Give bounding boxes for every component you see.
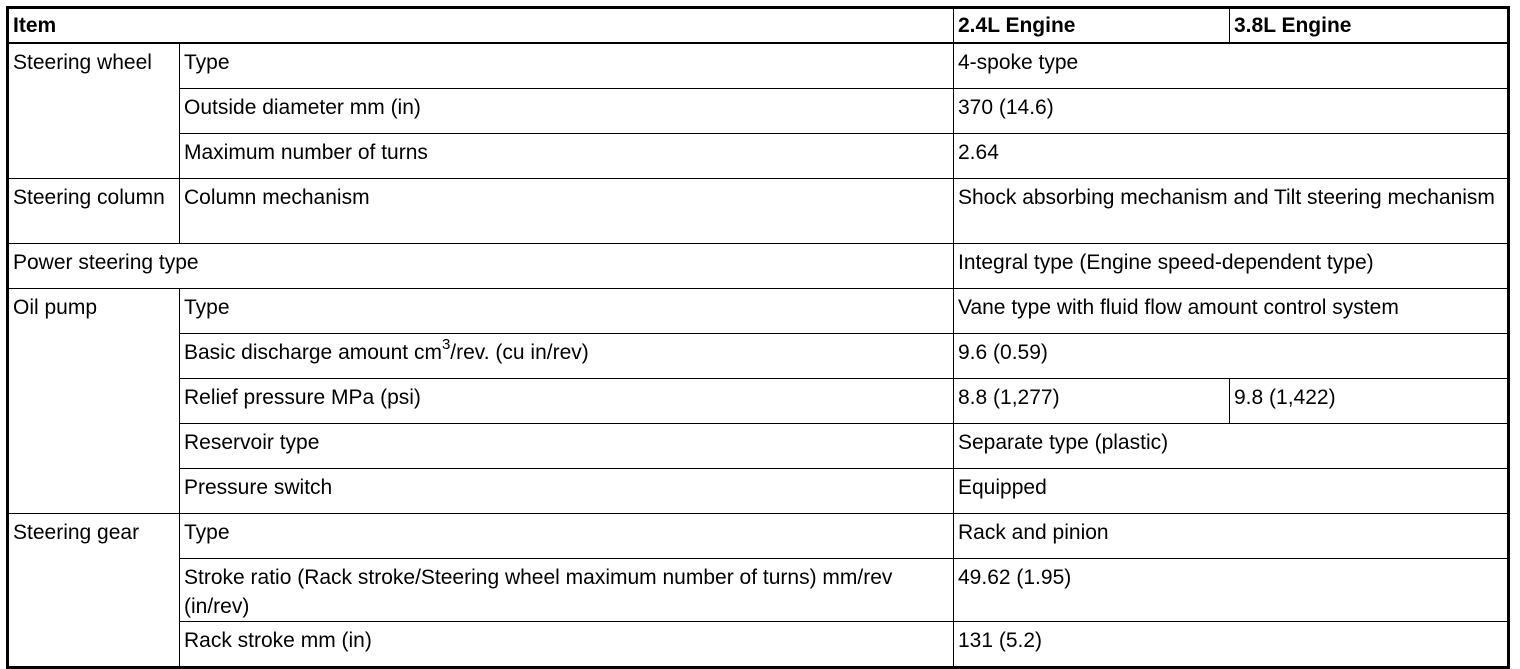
steering-gear-type-label: Type (180, 514, 954, 559)
max-turns-value: 2.64 (954, 134, 1509, 179)
table-row (8, 89, 1509, 134)
reservoir-type-value: Separate type (plastic) (954, 424, 1509, 469)
table-row (8, 43, 1509, 89)
header-engine-38: 3.8L Engine (1230, 8, 1509, 44)
rack-stroke-label: Rack stroke mm (in) (180, 622, 954, 668)
group-steering-column: Steering column (8, 179, 180, 244)
table-row (8, 134, 1509, 179)
steering-wheel-type-label: Type (180, 43, 954, 89)
table-row (8, 379, 1509, 424)
basic-discharge-value: 9.6 (0.59) (954, 334, 1509, 379)
group-steering-wheel: Steering wheel (8, 43, 180, 179)
power-steering-type-value: Integral type (Engine speed-dependent type) (954, 244, 1509, 289)
power-steering-type-label: Power steering type (8, 244, 954, 289)
basic-discharge-label-unit: /rev. (cu in/rev) (450, 341, 589, 364)
column-mechanism-label: Column mechanism (180, 179, 954, 244)
table-row (8, 334, 1509, 379)
steering-wheel-type-value: 4-spoke type (954, 43, 1509, 89)
reservoir-type-label: Reservoir type (180, 424, 954, 469)
table-header-row (8, 8, 1509, 44)
header-item: Item (8, 8, 954, 44)
oil-pump-type-label: Type (180, 289, 954, 334)
relief-pressure-value-24: 8.8 (1,277) (954, 379, 1230, 424)
superscript-3: 3 (441, 336, 451, 353)
oil-pump-type-value: Vane type with fluid flow amount control system (954, 289, 1509, 334)
table-row (8, 244, 1509, 289)
stroke-ratio-label: Stroke ratio (Rack stroke/Steering wheel maximum number of turns) mm/rev (in/rev) (180, 559, 954, 622)
table-row (8, 469, 1509, 514)
specifications-table (6, 6, 1510, 669)
relief-pressure-value-38: 9.8 (1,422) (1230, 379, 1509, 424)
outside-diameter-value: 370 (14.6) (954, 89, 1509, 134)
outside-diameter-label: Outside diameter mm (in) (180, 89, 954, 134)
basic-discharge-label-text: Basic discharge amount cm (184, 341, 442, 364)
group-steering-gear: Steering gear (8, 514, 180, 668)
table-row (8, 289, 1509, 334)
column-mechanism-value: Shock absorbing mechanism and Tilt steering mechanism (954, 179, 1509, 244)
steering-gear-type-value: Rack and pinion (954, 514, 1509, 559)
table-row (8, 514, 1509, 559)
pressure-switch-value: Equipped (954, 469, 1509, 514)
basic-discharge-label (180, 334, 954, 379)
table-row (8, 622, 1509, 668)
pressure-switch-label: Pressure switch (180, 469, 954, 514)
relief-pressure-label: Relief pressure MPa (psi) (180, 379, 954, 424)
table-row (8, 424, 1509, 469)
header-engine-24: 2.4L Engine (954, 8, 1230, 44)
group-oil-pump: Oil pump (8, 289, 180, 514)
max-turns-label: Maximum number of turns (180, 134, 954, 179)
stroke-ratio-value: 49.62 (1.95) (954, 559, 1509, 622)
rack-stroke-value: 131 (5.2) (954, 622, 1509, 668)
table-row (8, 559, 1509, 622)
table-row (8, 179, 1509, 244)
